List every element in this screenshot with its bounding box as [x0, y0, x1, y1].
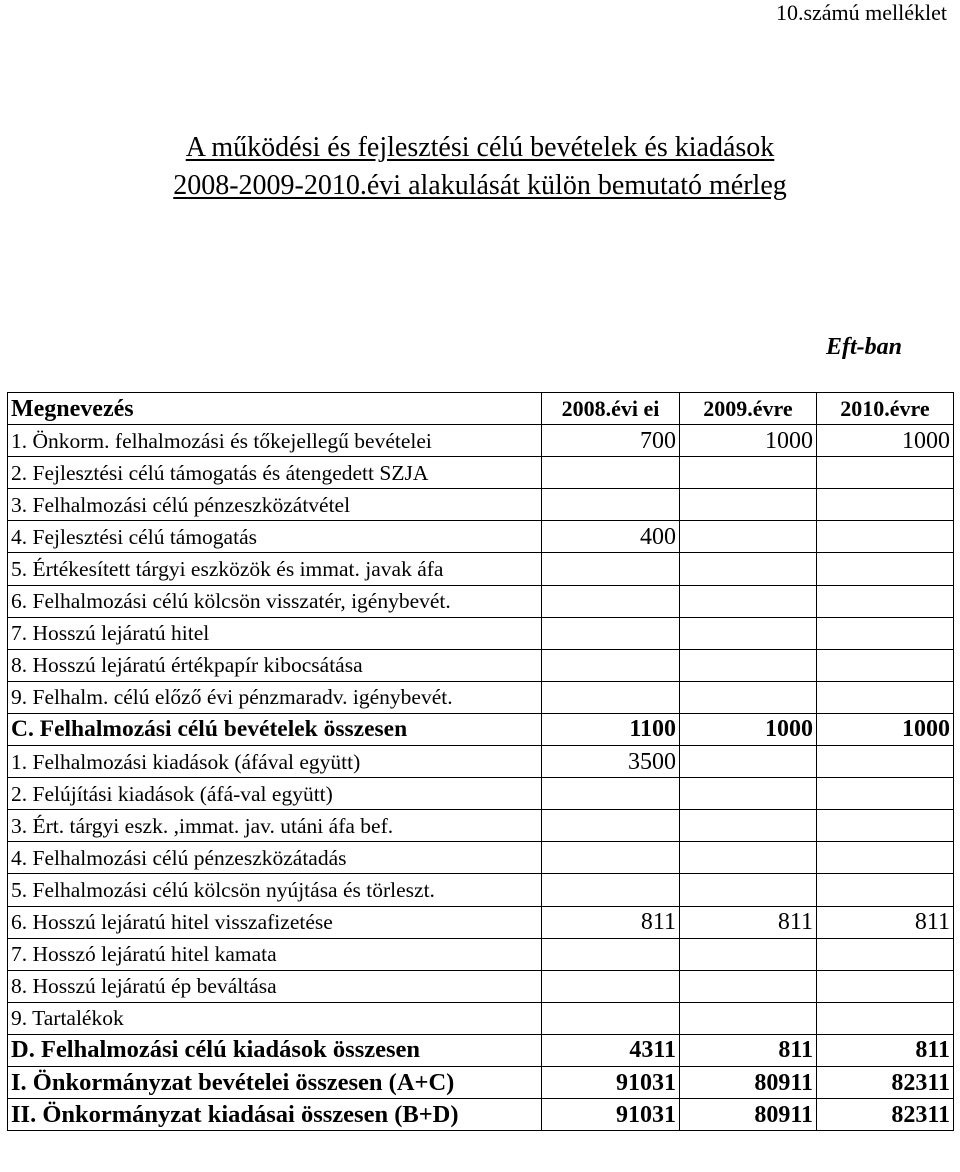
table-row — [8, 874, 954, 906]
value-cell-2009: 80911 — [680, 1099, 817, 1131]
value-cell-2010 — [817, 874, 954, 906]
value-cell-2008 — [542, 457, 680, 489]
row-label-cell: 8. Hosszú lejáratú ép beváltása — [8, 970, 542, 1002]
value-cell-2009 — [680, 649, 817, 681]
value-cell-2009 — [680, 1002, 817, 1034]
row-label-cell: 4. Felhalmozási célú pénzeszközátadás — [8, 842, 542, 874]
row-label-cell: 6. Hosszú lejáratú hitel visszafizetése — [8, 906, 542, 938]
value-cell-2009 — [680, 585, 817, 617]
header-cell-2009: 2009.évre — [680, 393, 817, 425]
table-row — [8, 778, 954, 810]
value-cell-2008 — [542, 553, 680, 585]
table-row — [8, 681, 954, 713]
row-label-cell: 6. Felhalmozási célú kölcsön visszatér, igénybevét. — [8, 585, 542, 617]
row-label-cell: II. Önkormányzat kiadásai összesen (B+D) — [8, 1099, 542, 1131]
value-cell-2010 — [817, 489, 954, 521]
row-label-cell: 1. Önkorm. felhalmozási és tőkejellegű bevételei — [8, 425, 542, 457]
value-cell-2009: 80911 — [680, 1066, 817, 1098]
value-cell-2009 — [680, 681, 817, 713]
row-label-cell: 2. Felújítási kiadások (áfá-val együtt) — [8, 778, 542, 810]
value-cell-2010: 82311 — [817, 1099, 954, 1131]
row-label-cell: 9. Tartalékok — [8, 1002, 542, 1034]
table-row — [8, 585, 954, 617]
row-label-cell: I. Önkormányzat bevételei összesen (A+C) — [8, 1066, 542, 1098]
table-row — [8, 746, 954, 778]
value-cell-2010 — [817, 1002, 954, 1034]
value-cell-2008: 1100 — [542, 713, 680, 745]
table-row — [8, 521, 954, 553]
table-row — [8, 617, 954, 649]
value-cell-2008 — [542, 681, 680, 713]
value-cell-2010 — [817, 681, 954, 713]
table-row — [8, 713, 954, 745]
value-cell-2009 — [680, 842, 817, 874]
balance-table — [7, 392, 954, 1131]
value-cell-2008 — [542, 874, 680, 906]
table-row — [8, 970, 954, 1002]
value-cell-2010: 1000 — [817, 425, 954, 457]
value-cell-2009 — [680, 457, 817, 489]
document-title-line-2: 2008-2009-2010.évi alakulását külön bemutató mérleg — [173, 170, 787, 201]
value-cell-2009 — [680, 810, 817, 842]
value-cell-2008 — [542, 617, 680, 649]
value-cell-2010 — [817, 778, 954, 810]
value-cell-2010 — [817, 521, 954, 553]
value-cell-2008 — [542, 649, 680, 681]
table-row — [8, 457, 954, 489]
value-cell-2010 — [817, 617, 954, 649]
value-cell-2008 — [542, 489, 680, 521]
value-cell-2010 — [817, 970, 954, 1002]
value-cell-2008: 91031 — [542, 1099, 680, 1131]
row-label-cell: 3. Felhalmozási célú pénzeszközátvétel — [8, 489, 542, 521]
row-label-cell: 8. Hosszú lejáratú értékpapír kibocsátása — [8, 649, 542, 681]
row-label-cell: 9. Felhalm. célú előző évi pénzmaradv. igénybevét. — [8, 681, 542, 713]
value-cell-2008: 811 — [542, 906, 680, 938]
value-cell-2009 — [680, 938, 817, 970]
row-label-cell: 7. Hosszó lejáratú hitel kamata — [8, 938, 542, 970]
value-cell-2008: 700 — [542, 425, 680, 457]
row-label-cell: 3. Ért. tárgyi eszk. ,immat. jav. utáni áfa bef. — [8, 810, 542, 842]
balance-table-body — [8, 393, 954, 1131]
value-cell-2008: 3500 — [542, 746, 680, 778]
value-cell-2008 — [542, 585, 680, 617]
header-cell-2010: 2010.évre — [817, 393, 954, 425]
value-cell-2008: 4311 — [542, 1034, 680, 1066]
value-cell-2008 — [542, 842, 680, 874]
value-cell-2009 — [680, 553, 817, 585]
unit-label: Eft-ban — [825, 334, 902, 360]
value-cell-2010 — [817, 938, 954, 970]
table-row — [8, 1066, 954, 1098]
value-cell-2010: 811 — [817, 1034, 954, 1066]
row-label-cell: 4. Fejlesztési célú támogatás — [8, 521, 542, 553]
table-row — [8, 489, 954, 521]
value-cell-2009: 1000 — [680, 425, 817, 457]
row-label-cell: 2. Fejlesztési célú támogatás és átengedett SZJA — [8, 457, 542, 489]
table-row — [8, 810, 954, 842]
value-cell-2009 — [680, 778, 817, 810]
document-title-line-1: A működési és fejlesztési célú bevételek és kiadások — [185, 132, 775, 163]
value-cell-2008 — [542, 810, 680, 842]
value-cell-2010 — [817, 746, 954, 778]
value-cell-2008 — [542, 938, 680, 970]
header-cell-name: Megnevezés — [8, 393, 542, 425]
value-cell-2009: 811 — [680, 906, 817, 938]
value-cell-2008 — [542, 1002, 680, 1034]
value-cell-2009 — [680, 521, 817, 553]
value-cell-2010: 811 — [817, 906, 954, 938]
value-cell-2010: 1000 — [817, 713, 954, 745]
value-cell-2009 — [680, 617, 817, 649]
value-cell-2010 — [817, 649, 954, 681]
table-row — [8, 425, 954, 457]
value-cell-2009 — [680, 746, 817, 778]
value-cell-2008 — [542, 970, 680, 1002]
annex-label: 10.számú melléklet — [775, 0, 947, 25]
header-cell-2008: 2008.évi ei — [542, 393, 680, 425]
row-label-cell: 1. Felhalmozási kiadások (áfával együtt) — [8, 746, 542, 778]
table-row — [8, 1099, 954, 1131]
row-label-cell: D. Felhalmozási célú kiadások összesen — [8, 1034, 542, 1066]
value-cell-2009 — [680, 970, 817, 1002]
value-cell-2008: 91031 — [542, 1066, 680, 1098]
value-cell-2010 — [817, 842, 954, 874]
value-cell-2010 — [817, 457, 954, 489]
value-cell-2009: 1000 — [680, 713, 817, 745]
row-label-cell: 5. Felhalmozási célú kölcsön nyújtása és törleszt. — [8, 874, 542, 906]
value-cell-2009 — [680, 489, 817, 521]
table-row — [8, 842, 954, 874]
table-row — [8, 938, 954, 970]
table-row — [8, 553, 954, 585]
value-cell-2010 — [817, 553, 954, 585]
value-cell-2008 — [542, 778, 680, 810]
table-row — [8, 1034, 954, 1066]
row-label-cell: 5. Értékesített tárgyi eszközök és immat. javak áfa — [8, 553, 542, 585]
value-cell-2009 — [680, 874, 817, 906]
value-cell-2010 — [817, 810, 954, 842]
row-label-cell: 7. Hosszú lejáratú hitel — [8, 617, 542, 649]
table-header-row — [8, 393, 954, 425]
table-row — [8, 1002, 954, 1034]
value-cell-2009: 811 — [680, 1034, 817, 1066]
value-cell-2010 — [817, 585, 954, 617]
table-row — [8, 906, 954, 938]
value-cell-2010: 82311 — [817, 1066, 954, 1098]
value-cell-2008: 400 — [542, 521, 680, 553]
table-row — [8, 649, 954, 681]
row-label-cell: C. Felhalmozási célú bevételek összesen — [8, 713, 542, 745]
